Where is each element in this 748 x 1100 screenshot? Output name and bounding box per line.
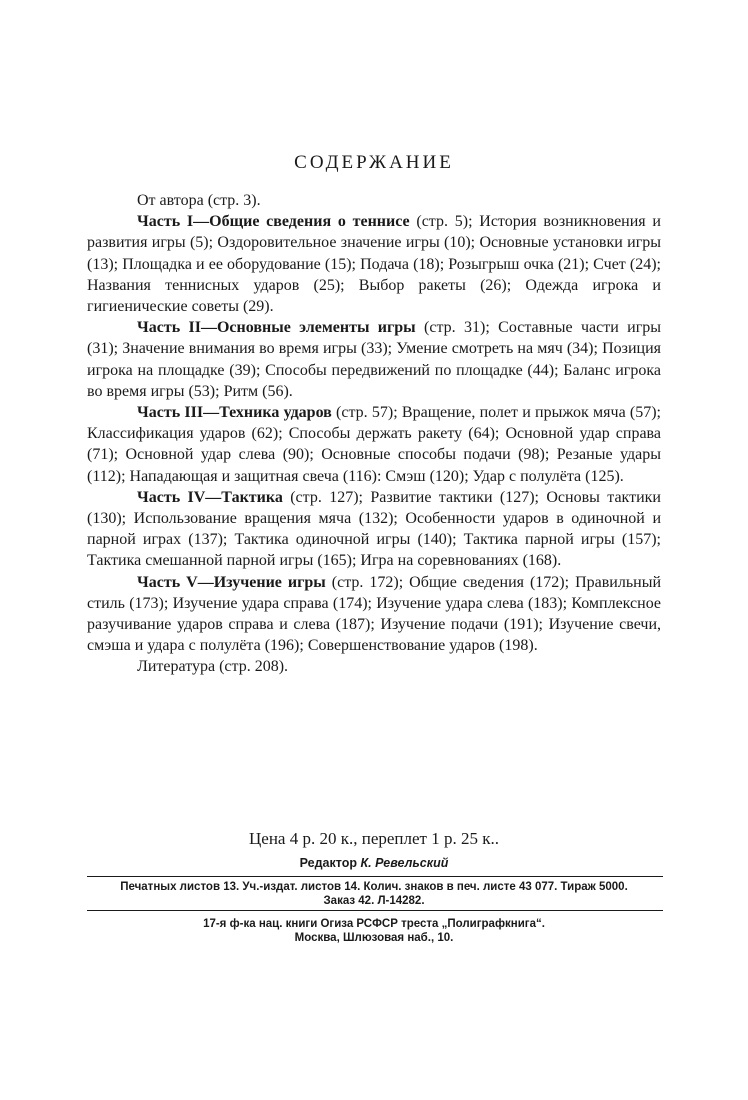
- toc-entry-text: (стр. 31); Составные части игры (31); Значение внимания во время игры (33); Умение смотреть на мяч (34); Позиция игрока на площадке (39); Способы передвижений по площадке (44); Баланс игрока во время игры (53); Ритм (56).: [87, 319, 662, 400]
- printer-info: [0, 917, 748, 945]
- toc-entry-label: Часть III—Техника ударов: [137, 404, 332, 422]
- printer-info-line: 17-я ф-ка нац. книги Огиза РСФСР треста „Полиграфкнига“.: [203, 918, 545, 930]
- divider-line: [87, 876, 663, 877]
- toc-entry-label: Часть II—Основные элементы игры: [137, 319, 416, 337]
- toc-entry-part-3: [87, 402, 661, 487]
- toc-entry-text: (стр. 5); История возникновения и развития игры (5); Оздоровительное значение игры (10); Основные установки игры (13); Площадка и ее оборудование (15); Подача (18); Розыгрыш очка (21); Счет (24); Названия теннисных ударов (25); Выбор ракеты (26); Одежда игрока и гигиенические советы (29).: [87, 213, 661, 316]
- toc-entry-part-2: [87, 317, 661, 402]
- editor-role: Редактор: [299, 856, 357, 870]
- print-info-line: Печатных листов 13. Уч.-издат. листов 14. Колич. знаков в печ. листе 43 077. Тираж 5000.: [120, 881, 628, 893]
- toc-entry-part-5: [87, 572, 661, 657]
- toc-entry-literature: [87, 656, 661, 677]
- toc-entry-text: (стр. 57); Вращение, полет и прыжок мяча (57); Классификация ударов (62); Способы держать ракету (64); Основной удар справа (71); Основной удар слева (90); Основные способы подачи (98); Резаные удары (112); Нападающая и защитная свеча (116): Смэш (120); Удар с полулёта (125).: [87, 404, 662, 485]
- page-title: СОДЕРЖАНИЕ: [294, 152, 454, 173]
- toc-entry-label: Часть V—Изучение игры: [137, 573, 326, 591]
- print-info: [0, 880, 748, 908]
- toc-entry-part-4: [87, 487, 661, 572]
- editor-name: К. Ревельский: [360, 856, 449, 870]
- toc-entry-text: (стр. 127); Развитие тактики (127); Основы тактики (130); Использование вращения мяча (132); Особенности ударов в одиночной и парной играх (137); Тактика одиночной игры (140); Тактика парной игры (157); Тактика смешанной парной игры (165); Игра на соревнованиях (168).: [87, 488, 661, 570]
- toc-entry-text: Литература (стр. 208).: [137, 658, 289, 676]
- toc-entry-label: Часть I—Общие сведения о теннисе: [137, 213, 410, 231]
- editor-line: [0, 856, 748, 870]
- price-line: Цена 4 р. 20 к., переплет 1 р. 25 к..: [249, 829, 499, 848]
- toc-entry-foreword: [87, 190, 661, 211]
- divider-line: [87, 910, 663, 911]
- printer-info-line: Москва, Шлюзовая наб., 10.: [294, 932, 454, 944]
- toc-entry-label: Часть IV—Тактика: [137, 488, 283, 506]
- print-info-line: Заказ 42. Л-14282.: [323, 895, 425, 907]
- table-of-contents: [87, 190, 661, 678]
- toc-entry-text: (стр. 172); Общие сведения (172); Правильный стиль (173); Изучение удара справа (174); Изучение удара слева (183); Комплексное разучивание ударов справа и слева (187); Изучение подачи (191); Изучение свечи, смэша и удара с полулёта (196); Совершенствование ударов (198).: [87, 573, 662, 655]
- toc-entry-text: От автора (стр. 3).: [137, 192, 261, 209]
- toc-entry-part-1: [87, 211, 661, 317]
